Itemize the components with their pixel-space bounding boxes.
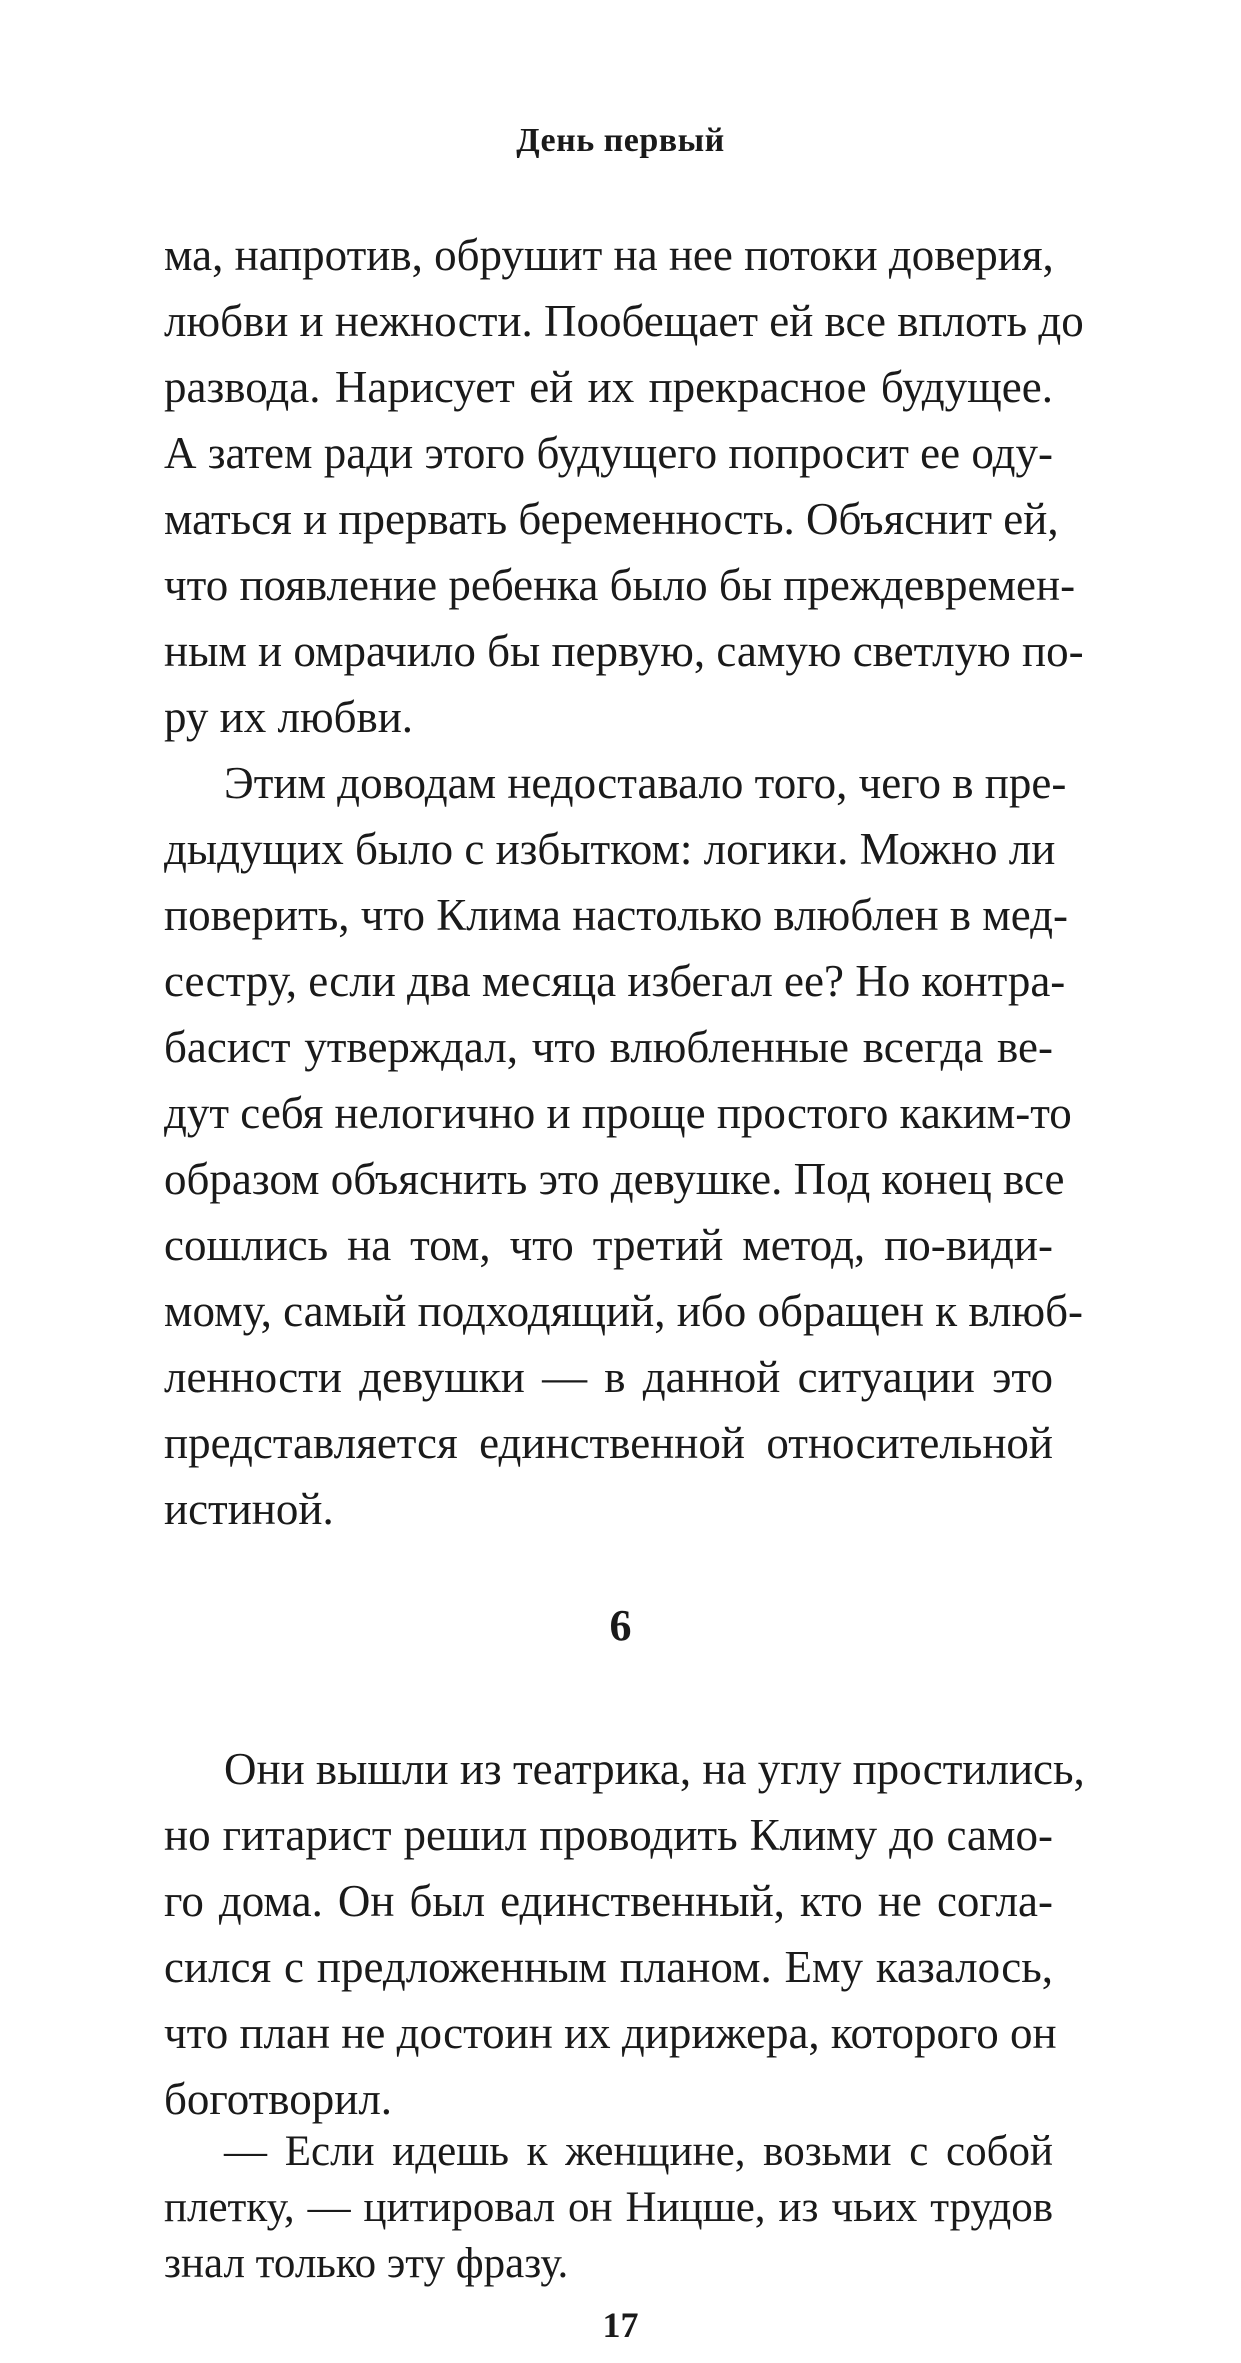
text-line: мому, самый подходящий, ибо обращен к влюб- <box>164 1286 1083 1336</box>
text-line: сошлись на том, что третий метод, по-види- <box>164 1220 1053 1270</box>
text-line: боготворил. <box>164 2074 393 2124</box>
text-line: дут себя нелогично и проще простого каким-то <box>164 1088 1072 1138</box>
text-line: ным и омрачило бы первую, самую светлую по- <box>164 626 1084 676</box>
text-line: А затем ради этого будущего попросит ее оду- <box>164 428 1053 478</box>
text-line: ру их любви. <box>164 692 414 742</box>
text-line: маться и прервать беременность. Объяснит ей, <box>164 494 1059 544</box>
text-line: Они вышли из театрика, на углу простились, <box>224 1744 1085 1794</box>
text-line: что план не достоин их дирижера, которого он <box>164 2008 1057 2058</box>
text-line: поверить, что Клима настолько влюблен в мед- <box>164 890 1069 940</box>
page-number: 17 <box>602 2305 639 2345</box>
text-line: сестру, если два месяца избегал ее? Но контра- <box>164 956 1066 1006</box>
text-line: сился с предложенным планом. Ему казалось, <box>164 1942 1053 1992</box>
text-line: ма, напротив, обрушит на нее потоки доверия, <box>164 230 1054 280</box>
text-line: дыдущих было с избытком: логики. Можно ли <box>164 824 1056 874</box>
text-line: знал только эту фразу. <box>164 2240 569 2287</box>
text-line: истиной. <box>164 1484 334 1534</box>
text-line: ленности девушки — в данной ситуации это <box>164 1352 1053 1402</box>
section-number: 6 <box>609 1601 632 1650</box>
text-line: басист утверждал, что влюбленные всегда ве- <box>164 1022 1053 1072</box>
text-line: развода. Нарисует ей их прекрасное будущее. <box>164 362 1053 412</box>
text-line: представляется единственной относительной <box>164 1418 1053 1468</box>
text-line: плетку, — цитировал он Ницше, из чьих трудов <box>164 2184 1053 2231</box>
text-line: что появление ребенка было бы преждевремен- <box>164 560 1076 610</box>
text-line: Этим доводам недоставало того, чего в пре- <box>224 758 1067 808</box>
text-line: образом объяснить это девушке. Под конец все <box>164 1154 1065 1204</box>
text-line: любви и нежности. Пообещает ей все вплоть до <box>164 296 1084 346</box>
running-head: День первый <box>516 122 725 159</box>
text-line: — Если идешь к женщине, возьми с собой <box>224 2128 1053 2175</box>
text-line: го дома. Он был единственный, кто не согла- <box>164 1876 1053 1926</box>
text-line: но гитарист решил проводить Климу до само- <box>164 1810 1053 1860</box>
